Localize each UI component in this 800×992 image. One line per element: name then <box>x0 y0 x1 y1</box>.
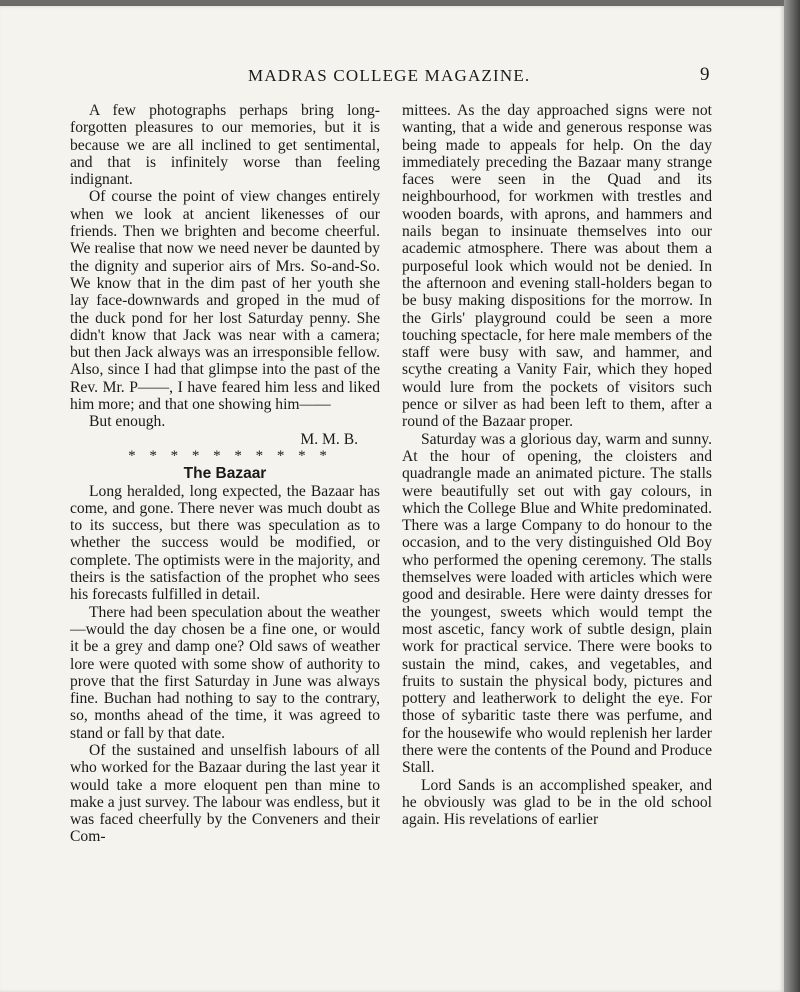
author-signature: M. M. B. <box>300 430 358 448</box>
paragraph-photographs: A few photographs perhaps bring long-forgotten pleasures to our memories, but it is because we are all inclined to get sentimental, and that is infinitely worse than feeling indignant. <box>70 102 380 189</box>
paragraph-committees: mittees. As the day approached signs were not wanting, that a wide and generous response was being made to appeals for help. On the day immediately preceding the Bazaar many strange faces were seen in the Quad and its neighbourhood, for workmen with trestles and wooden boards, with aprons, and hammers and nails began to insinuate themselves into our academic atmosphere. There was about them a purposeful look which would not be denied. In the afternoon and evening stall-holders began to be busy making dispositions for the morrow. In the Girls' playground could be seen a more touching spectacle, for here male members of the staff were busy with saw, and hammer, and scythe creating a Vanity Fair, which they hoped would lure from the pockets of visitors such pence or silver as had been left to them, after a round of the Bazaar proper. <box>402 102 712 431</box>
section-title: The Bazaar <box>183 465 267 483</box>
paragraph-likenesses: Of course the point of view changes entirely when we look at ancient likenesses of our friends. Then we brighten and become cheerful. We realise that now we need never be daunted by the dignity and superior airs of Mrs. So-and-So. We know that in the dim past of her youth she lay face-downwards and groped in the mud of the duck pond for her lost Saturday penny. She didn't know that Jack was near with a camera; but then Jack always was an irresponsible fellow. Also, since I had that glimpse into the past of the Rev. Mr. P——, I have feared him less and liked him more; and that one showing him—— <box>70 188 380 414</box>
page-edge-shadow <box>784 0 800 992</box>
right-column <box>402 102 712 828</box>
paragraph-bazaar-intro: Long heralded, long expected, the Bazaar has come, and gone. There never was much doubt as to its success, but there was speculation as to whether the success would be modified, or complete. The optimists were in the majority, and theirs is the satisfaction of the prophet who sees his forecasts fulfilled in detail. <box>70 482 380 604</box>
paragraph-saturday: Saturday was a glorious day, warm and sunny. At the hour of opening, the cloisters and quadrangle made an animated picture. The stalls were beautifully set out with gay colours, in which the College Blue and White predominated. There was a large Company to do honour to the occasion, and to the very distinguished Old Boy who performed the opening ceremony. The stalls themselves were loaded with articles which were good and desirable. Here were dainty dresses for the youngest, sweets which would tempt the most ascetic, fancy work of subtle design, plain work for practical service. There were books to sustain the mind, cakes, and vegetables, and fruits to sustain the physical body, pictures and pottery and leatherwork to delight the eye. For those of sybaritic taste there was perfume, and for the housewife who would replenish her larder there were the contents of the Pound and Produce Stall. <box>402 430 712 777</box>
left-column <box>70 102 380 846</box>
paragraph-lord-sands: Lord Sands is an accomplished speaker, and he obviously was glad to be in the old school again. His revelations of earlier <box>402 776 712 829</box>
paragraph-weather: There had been speculation about the weather—would the day chosen be a fine one, or would it be a grey and damp one? Old saws of weather lore were quoted with some show of authority to prove that the first Saturday in June was always fine. Buchan had nothing to say to the contrary, so, months ahead of the time, it was agreed to stand or fall by that date. <box>70 603 380 742</box>
magazine-page <box>0 6 784 992</box>
paragraph-but-enough: But enough. <box>89 413 166 431</box>
page-header <box>0 66 784 90</box>
section-separator: * * * * * * * * * * <box>128 447 332 464</box>
page-number: 9 <box>700 64 710 85</box>
running-head: MADRAS COLLEGE MAGAZINE. <box>248 66 531 85</box>
paragraph-labours: Of the sustained and unselfish labours of all who worked for the Bazaar during the last year it would take a more eloquent pen than mine to make a just survey. The labour was endless, but it was faced cheerfully by the Conveners and their Com- <box>70 741 380 846</box>
